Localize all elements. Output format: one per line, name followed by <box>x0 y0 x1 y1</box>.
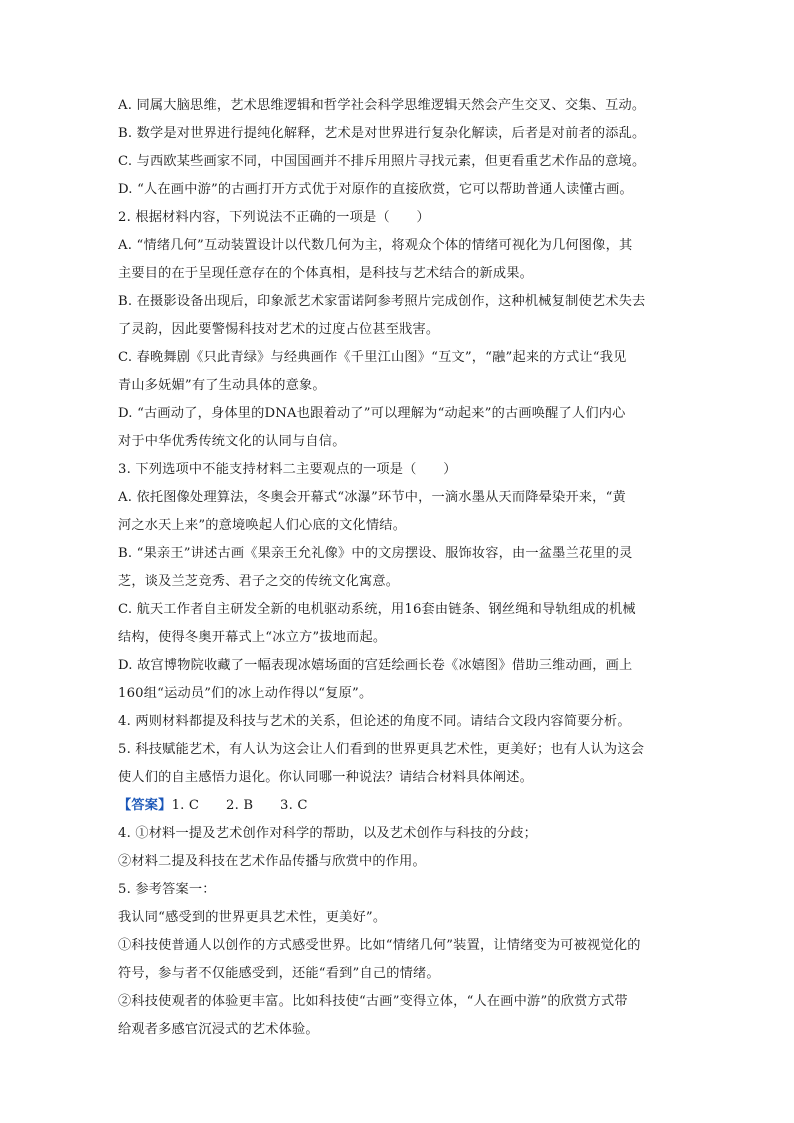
text-line: D. 故宫博物院收藏了一幅表现冰嬉场面的宫廷绘画长卷《冰嬉图》借助三维动画，画上 <box>118 658 633 673</box>
text-line: 结构，使得冬奥开幕式上“冰立方”拔地而起。 <box>118 630 387 645</box>
question-text-block <box>118 92 678 792</box>
text-line: D. “人在画中游”的古画打开方式优于对原作的直接欣赏，它可以帮助普通人读懂古画。 <box>118 182 633 197</box>
answer-choices: 1. C 2. B 3. C <box>171 798 308 813</box>
text-line: C. 航天工作者自主研发全新的电机驱动系统，用16套由链条、钢丝绳和导轨组成的机械 <box>118 602 636 617</box>
text-line: 2. 根据材料内容，下列说法不正确的一项是（ ） <box>118 210 430 225</box>
text-line: 4. ①材料一提及艺术创作对科学的帮助，以及艺术创作与科技的分歧； <box>118 826 537 841</box>
text-line: 使人们的自主感悟力退化。你认同哪一种说法？请结合材料具体阐述。 <box>118 770 534 785</box>
text-line: 给观者多感官沉浸式的艺术体验。 <box>118 1022 319 1037</box>
text-line: ②材料二提及科技在艺术作品传播与欣赏中的作用。 <box>118 854 426 869</box>
text-line: 160组“运动员”们的冰上动作得以“复原”。 <box>118 686 373 701</box>
text-line: A. “情绪几何”互动装置设计以代数几何为主，将观众个体的情绪可视化为几何图像，其 <box>118 238 633 253</box>
text-line: B. 在摄影设备出现后，印象派艺术家雷诺阿参考照片完成创作，这种机械复制使艺术失去 <box>118 294 646 309</box>
text-line: A. 同属大脑思维，艺术思维逻辑和哲学社会科学思维逻辑天然会产生交叉、交集、互动。 <box>118 98 646 113</box>
text-line: 符号，参与者不仅能感受到，还能“看到”自己的情绪。 <box>118 966 440 981</box>
text-line: 对于中华优秀传统文化的认同与自信。 <box>118 434 346 449</box>
text-line: 4. 两则材料都提及科技与艺术的关系，但论述的角度不同。请结合文段内容简要分析。 <box>118 714 631 729</box>
text-line: 我认同“感受到的世界更具艺术性，更美好”。 <box>118 910 387 925</box>
document-body <box>118 92 678 1044</box>
text-line: 青山多妩媚”有了生动具体的意象。 <box>118 378 326 393</box>
answer-explanation-block <box>118 820 678 1044</box>
text-line: D. “古画动了，身体里的DNA也跟着动了”可以理解为“动起来”的古画唤醒了人们内心 <box>118 406 626 421</box>
text-line: 主要目的在于呈现任意存在的个体真相，是科技与艺术结合的新成果。 <box>118 266 534 281</box>
text-line: 5. 科技赋能艺术，有人认为这会让人们看到的世界更具艺术性，更美好；也有人认为这会 <box>118 742 645 757</box>
text-line: C. 春晚舞剧《只此青绿》与经典画作《千里江山图》“互文”，“融”起来的方式让“我见 <box>118 350 627 365</box>
text-line: 5. 参考答案一： <box>118 882 216 897</box>
text-line: C. 与西欧某些画家不同，中国国画并不排斥用照片寻找元素，但更看重艺术作品的意境。 <box>118 154 646 169</box>
text-line: 了灵韵，因此要警惕科技对艺术的过度占位甚至戕害。 <box>118 322 440 337</box>
text-line: ②科技使观者的体验更丰富。比如科技使“古画”变得立体，“人在画中游”的欣赏方式带 <box>118 994 628 1009</box>
text-line: ①科技使普通人以创作的方式感受世界。比如“情绪几何”装置，让情绪变为可被视觉化的 <box>118 938 641 953</box>
text-line: A. 依托图像处理算法，冬奥会开幕式“冰瀑”环节中，一滴水墨从天而降晕染开来，“黄 <box>118 490 626 505</box>
text-line: 河之水天上来”的意境唤起人们心底的文化情结。 <box>118 518 407 533</box>
text-line: B. 数学是对世界进行提纯化解释，艺术是对世界进行复杂化解读，后者是对前者的添乱。 <box>118 126 646 141</box>
answer-line <box>118 792 678 820</box>
text-line: 芝，谈及兰芝竞秀、君子之交的传统文化寓意。 <box>118 574 400 589</box>
text-line: 3. 下列选项中不能支持材料二主要观点的一项是（ ） <box>118 462 457 477</box>
text-line: B. “果亲王”讲述古画《果亲王允礼像》中的文房摆设、服饰妆容，由一盆墨兰花里的灵 <box>118 546 633 561</box>
answer-tag: 【答案】 <box>118 798 172 813</box>
